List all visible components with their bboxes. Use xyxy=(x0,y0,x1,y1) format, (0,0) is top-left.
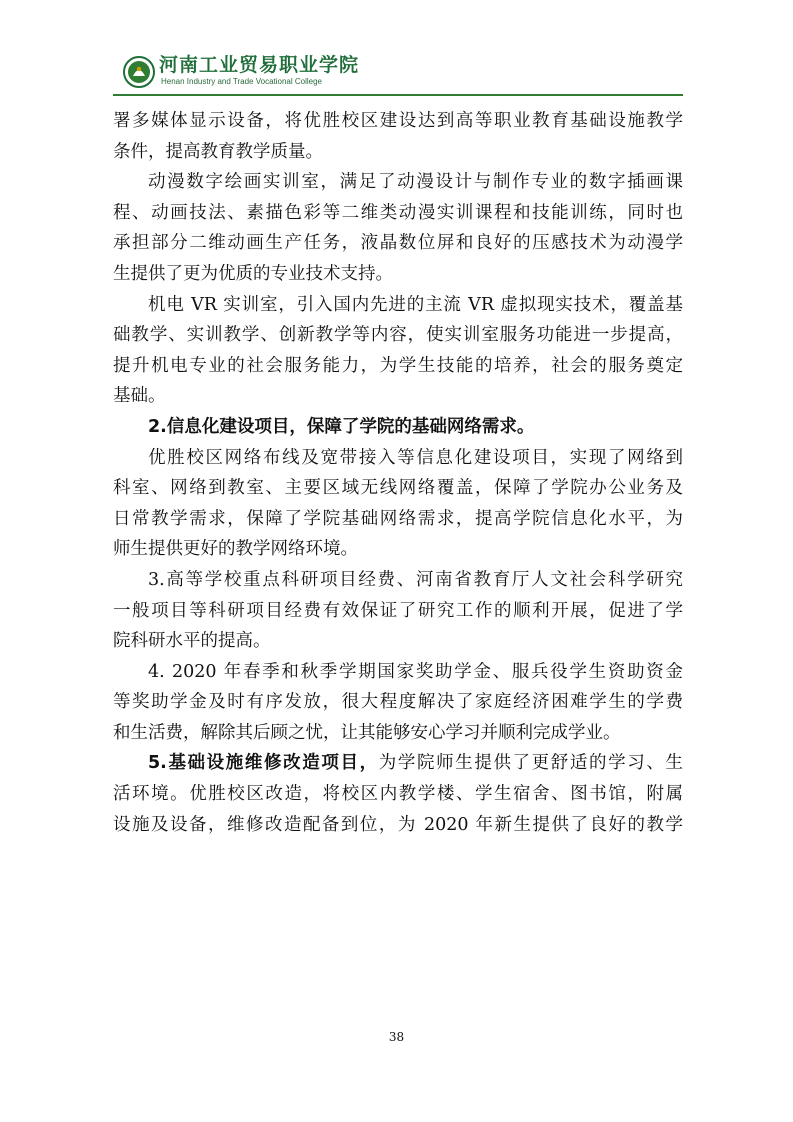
paragraph-line: 师生提供更好的教学网络环境。 xyxy=(113,539,358,560)
paragraph-line: 等奖助学金及时有序发放，很大程度解决了家庭经济困难学生的学费 xyxy=(113,692,683,713)
paragraph-line: 机电 VR 实训室，引入国内先进的主流 VR 虚拟现实技术，覆盖基 xyxy=(148,294,683,315)
paragraph-line: 基础。 xyxy=(113,386,166,407)
document-body xyxy=(113,106,683,871)
page-number: 38 xyxy=(388,1030,405,1044)
paragraph-line: 设施及设备，维修改造配备到位，为 2020 年新生提供了良好的教学 xyxy=(113,814,683,835)
paragraph-line: 承担部分二维动画生产任务，液晶数位屏和良好的压感技术为动漫学 xyxy=(113,233,683,254)
section-heading: 2.信息化建设项目，保障了学院的基础网络需求。 xyxy=(148,416,535,437)
paragraph-line: 4. 2020 年春季和秋季学期国家奖助学金、服兵役学生资助资金 xyxy=(148,661,683,682)
page-header xyxy=(113,44,683,96)
paragraph-line: 日常教学需求，保障了学院基础网络需求，提高学院信息化水平，为 xyxy=(113,508,683,529)
item5-text: 为学院师生提供了更舒适的学习、生 xyxy=(378,753,683,774)
paragraph-line: 动漫数字绘画实训室，满足了动漫设计与制作专业的数字插画课 xyxy=(148,172,683,193)
paragraph-line xyxy=(113,748,683,779)
paragraph-line: 生提供了更为优质的专业技术支持。 xyxy=(113,263,393,284)
paragraph-line: 院科研水平的提高。 xyxy=(113,631,271,652)
header-divider xyxy=(113,94,683,96)
college-name: 河南工业贸易职业学院 xyxy=(159,54,360,76)
paragraph-line xyxy=(113,840,683,871)
paragraph-line: 础教学、实训教学、创新教学等内容，使实训室服务功能进一步提高， xyxy=(113,325,683,346)
paragraph-line: 条件，提高教育教学质量。 xyxy=(113,141,323,162)
paragraph-line: 优胜校区网络布线及宽带接入等信息化建设项目，实现了网络到 xyxy=(148,447,683,468)
paragraph-line: 3.高等学校重点科研项目经费、河南省教育厅人文社会科学研究 xyxy=(148,569,683,590)
college-emblem-icon xyxy=(123,56,155,88)
paragraph-line: 和生活费，解除其后顾之忧，让其能够安心学习并顺利完成学业。 xyxy=(113,722,621,743)
paragraph-line: 程、动画技法、素描色彩等二维类动漫实训课程和技能训练，同时也 xyxy=(113,202,683,223)
paragraph-line: 署多媒体显示设备，将优胜校区建设达到高等职业教育基础设施教学 xyxy=(113,111,683,131)
paragraph-line: 一般项目等科研项目经费有效保证了研究工作的顺利开展，促进了学 xyxy=(113,600,683,621)
paragraph-line: 科室、网络到教室、主要区域无线网络覆盖，保障了学院办公业务及 xyxy=(113,478,683,499)
paragraph-line: 活环境。优胜校区改造，将校区内教学楼、学生宿舍、图书馆，附属 xyxy=(113,784,683,805)
item5-heading: 5.基础设施维修改造项目， xyxy=(148,753,379,774)
paragraph-line: 提升机电专业的社会服务能力，为学生技能的培养，社会的服务奠定 xyxy=(113,355,683,376)
college-name-english: Henan Industry and Trade Vocational College xyxy=(161,77,322,86)
